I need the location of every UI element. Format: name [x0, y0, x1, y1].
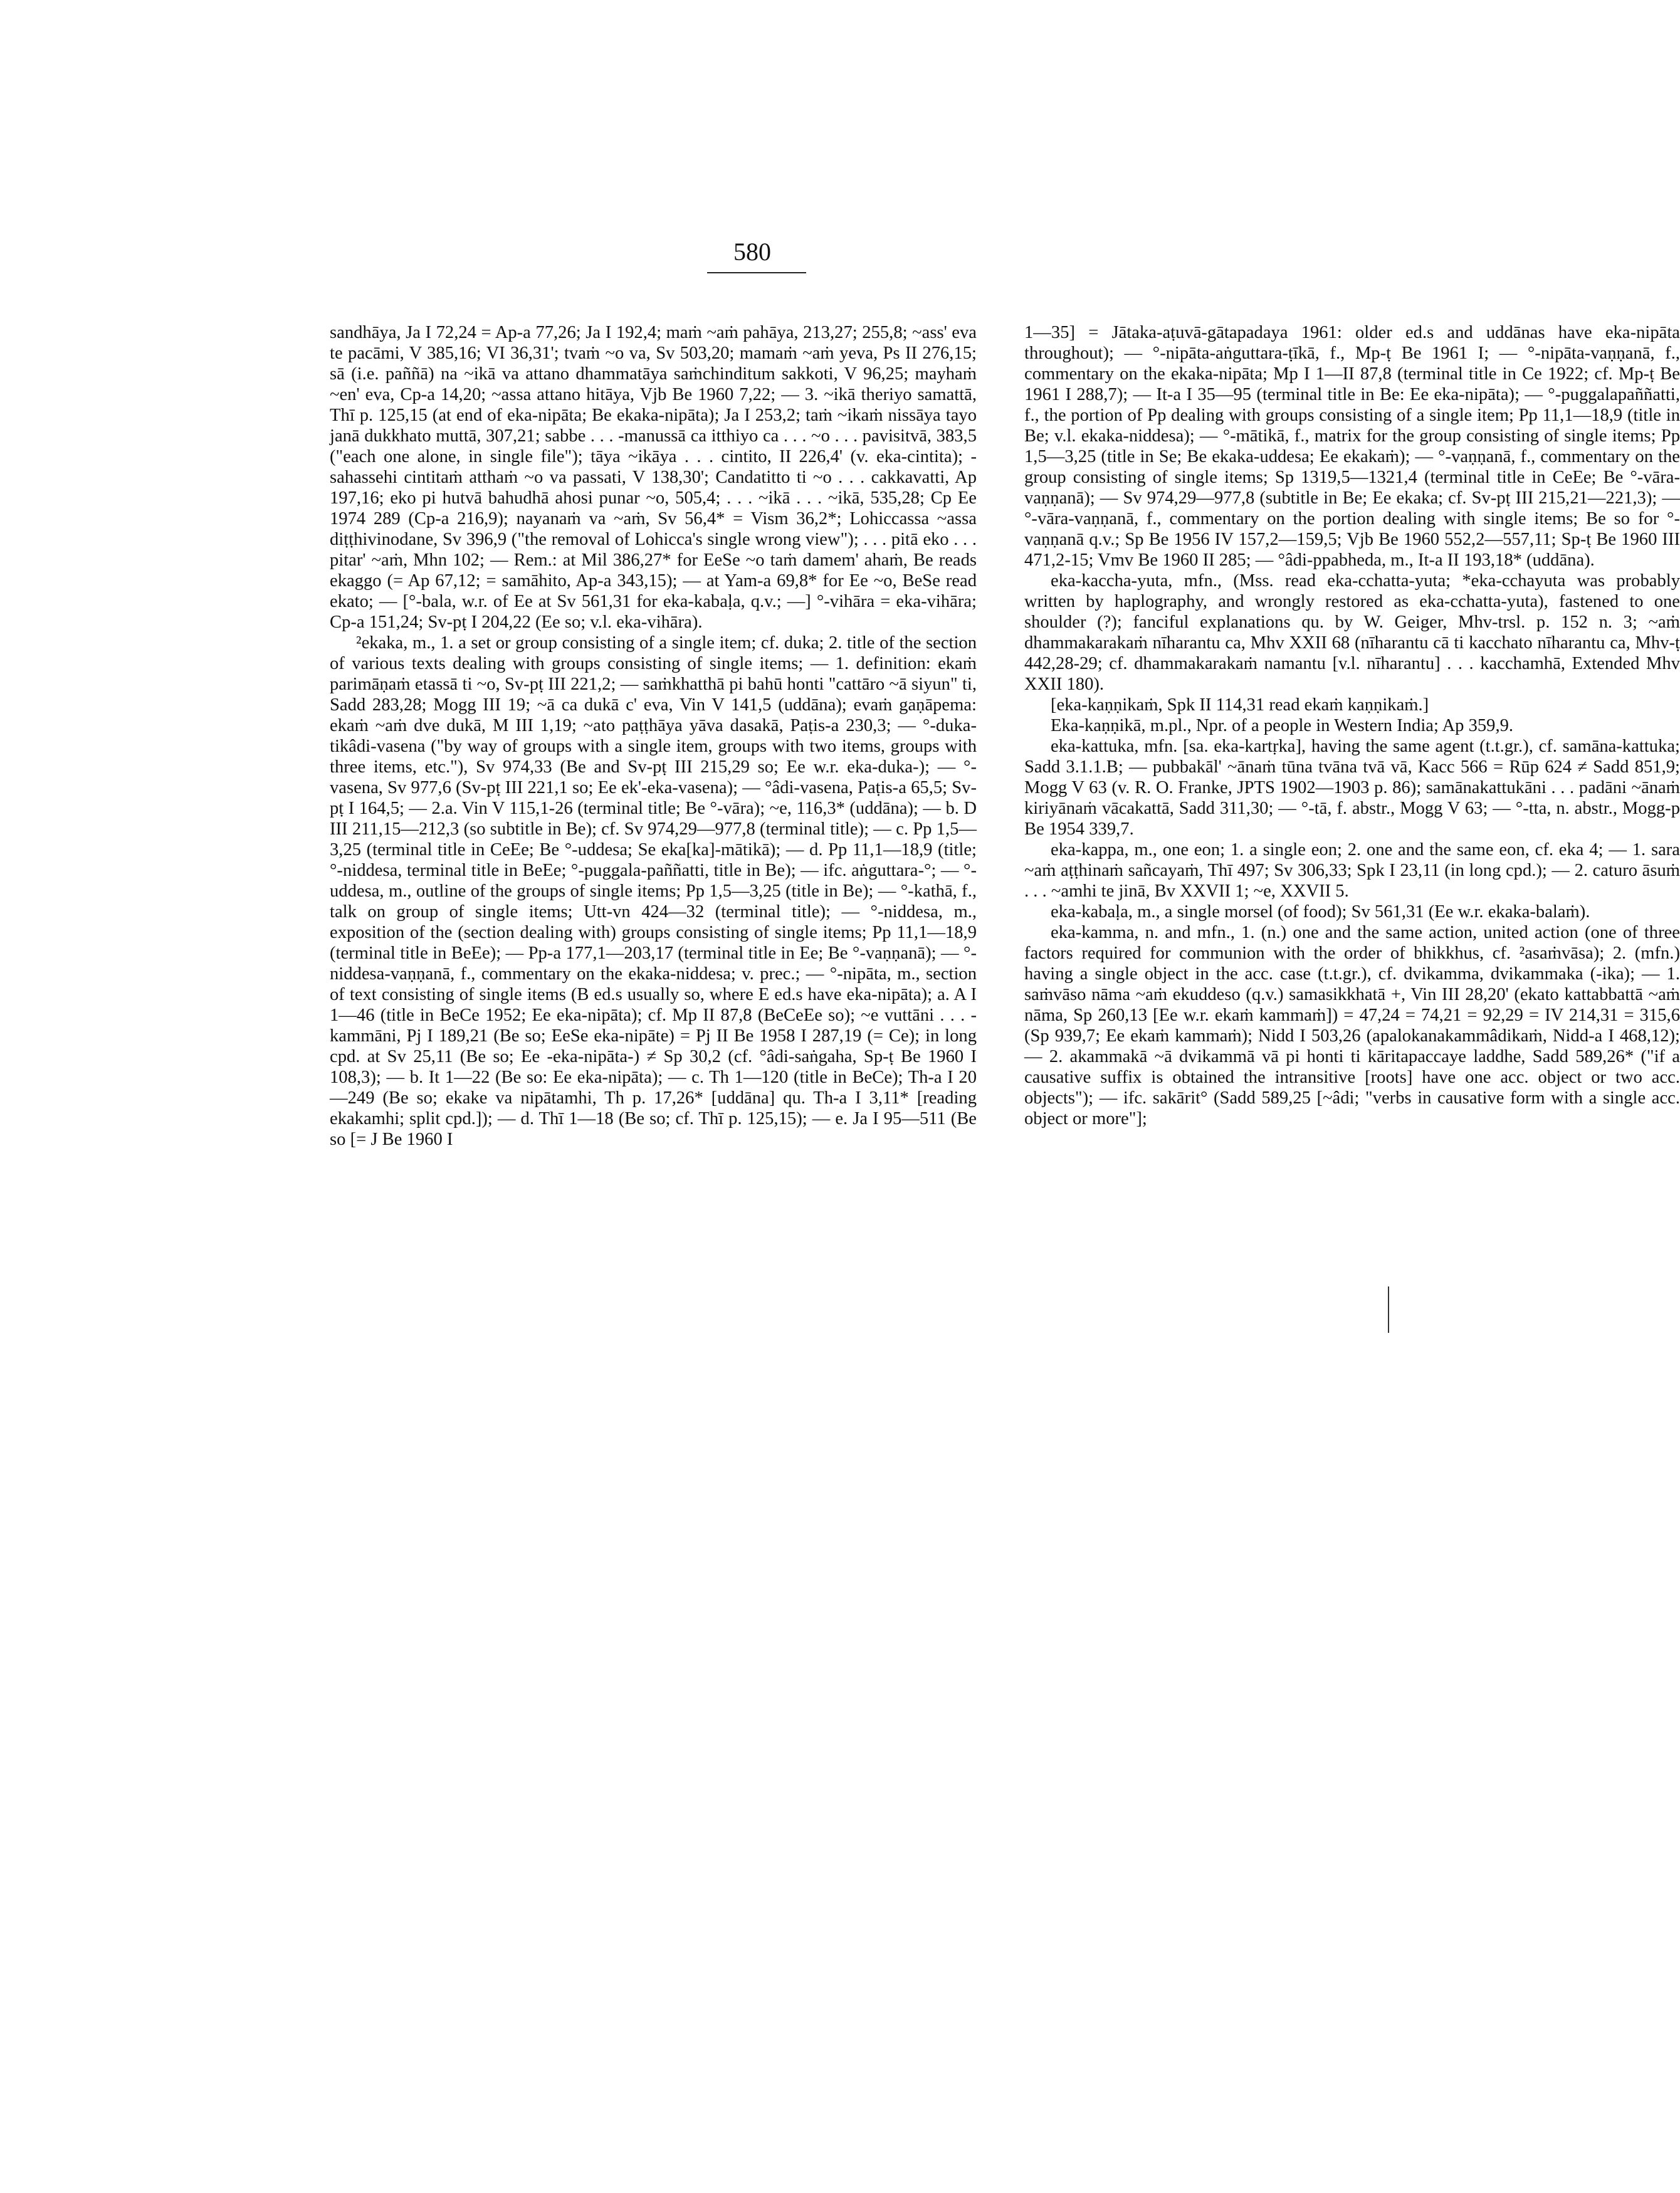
left-paragraph-1: sandhāya, Ja I 72,24 = Ap-a 77,26; Ja I 192,4; maṁ ~aṁ pahāya, 213,27; 255,8; ~ass' eva te pacāmi, V 385,16; VI 36,31'; tvaṁ ~o va, Sv 503,20; mamaṁ ~aṁ yeva, Ps II 276,15; sā (i.e. paññā) na ~ikā va attano dhammatāya saṁchinditum sakkoti, V 96,25; mayhaṁ ~en' eva, Cp-a 14,20; ~assa attano hitāya, Vjb Be 1960 7,22; — 3. ~ikā theriyo samattā, Thī p. 125,15 (at end of eka-nipāta; Be ekaka-nipāta); Ja I 253,2; taṁ ~ikaṁ nissāya tayo janā dukkhato muttā, 307,21; sabbe . . . -manussā ca itthiyo ca . . . ~o . . . pavisitvā, 383,5 ("each one alone, in single file"); tāya ~ikāya . . . cintito, II 226,4' (v. eka-cintita); -sahassehi cintitaṁ atthaṁ ~o va passati, V 138,30'; Candatitto ti ~o . . . cakkavatti, Ap 197,16; eko pi hutvā bahudhā ahosi punar ~o, 505,4; . . . ~ikā . . . ~ikā, 535,28; Cp Ee 1974 289 (Cp-a 216,9); nayanaṁ va ~aṁ, Sv 56,4* = Vism 36,2*; Lohiccassa ~assa diṭṭhivinodane, Sv 396,9 ("the removal of Lohicca's single wrong view"); . . . pitā eko . . . pitar' ~aṁ, Mhn 102; — Rem.: at Mil 386,27* for EeSe ~o taṁ damem' ahaṁ, Be reads ekaggo (= Ap 67,12; = samāhito, Ap-a 343,15); — at Yam-a 69,8* for Ee ~o, BeSe read ekato; — [°-bala, w.r. of Ee at Sv 561,31 for eka-kabaḷa, q.v.; —] °-vihāra = eka-vihāra; Cp-a 151,24; Sv-pṭ I 204,22 (Ee so; v.l. eka-vihāra).: [330, 323, 977, 632]
left-entry-ekaka-2: ²ekaka, m., 1. a set or group consisting of a single item; cf. duka; 2. title of the section of various texts dealing with groups consisting of single items; — 1. definition: ekaṁ parimāṇaṁ etassā ti ~o, Sv-pṭ III 221,2; — saṁkhatthā pi bahū honti "cattāro ~ā siyun" ti, Sadd 283,28; Mogg III 19; ~ā ca dukā c' eva, Vin V 141,5 (uddāna); evaṁ gaṇāpema: ekaṁ ~aṁ dve dukā, M III 1,19; ~ato paṭṭhāya yāva dasakā, Paṭis-a 230,3; — °-duka-tikâdi-vasena ("by way of groups with a single item, groups with two items, groups with three items, etc."), Sv 974,33 (Be and Sv-pṭ III 215,29 so; Ee w.r. eka-duka-); — °-vasena, Sv 977,6 (Sv-pṭ III 221,1 so; Ee ek'-eka-vasena); — °âdi-vasena, Paṭis-a 65,5; Sv-pṭ I 164,5; — 2.a. Vin V 115,1-26 (terminal title; Be °-vāra); ~e, 116,3* (uddāna); — b. D III 211,15—212,3 (so subtitle in Be); cf. Sv 974,29—977,8 (terminal title); — c. Pp 1,5—3,25 (terminal title in CeEe; Be °-uddesa; Se eka[ka]-mātikā); — d. Pp 11,1—18,9 (title; °-niddesa, terminal title in BeEe; °-puggala-paññatti, title in Be); — ifc. aṅguttara-°; — °-uddesa, m., outline of the groups of single items; Pp 1,5—3,25 (title in Be); — °-kathā, f., talk on group of single items; Utt-vn 424—32 (terminal title); — °-niddesa, m., exposition of the (section dealing with) groups consisting of single items; Pp 11,1—18,9 (terminal title in BeEe); — Pp-a 177,1—203,17 (terminal title in Ee; Be °-vaṇṇanā); — °-niddesa-vaṇṇanā, f., commentary on the ekaka-niddesa; v. prec.; — °-nipāta, m., section of text consisting of single items (B ed.s usually so, where E ed.s have eka-nipāta); a. A I 1—46 (title in BeCe 1952; Ee eka-nipāta); cf. Mp II 87,8 (BeCeEe so); ~e vuttāni . . . -kammāni, Pj I 189,21 (Be so; EeSe eka-nipāte) = Pj II Be 1958 I 287,19 (= Ce); in long cpd. at Sv 25,11 (Be so; Ee -eka-nipāta-) ≠ Sp 30,2 (cf. °âdi-saṅgaha, Sp-ṭ Be 1960 I 108,3); — b. It 1—22 (Be so: Ee eka-nipāta); — c. Th 1—120 (title in BeCe); Th-a I 20—249 (Be so; ekake va nipātamhi, Th p. 17,26* [uddāna] qu. Th-a I 3,11* [reading ekakamhi; split cpd.]); — d. Thī 1—18 (Be so; cf. Thī p. 125,15); — e. Ja I 95—511 (Be so [= J Be 1960 I: [330, 633, 977, 1149]
right-entry-eka-kamma: eka-kamma, n. and mfn., 1. (n.) one and the same action, united action (one of three factors required for communion with the order of bhikkhus, cf. ²asaṁvāsa); 2. (mfn.) having a single object in the acc. case (t.t.gr.), cf. dvikamma, dvikammaka (-ika); — 1. saṁvāso nāma ~aṁ ekuddeso (q.v.) samasikkhatā +, Vin III 28,20' (ekato kattabbattā ~aṁ nāma, Sp 260,13 [Ee w.r. ekaṁ kammaṁ]) = 47,24 = 74,21 = 92,29 = IV 214,31 = 315,6 (Sp 939,7; Ee ekaṁ kammaṁ); Nidd I 503,26 (apalokanakammâdikaṁ, Nidd-a I 468,12); — 2. akammakā ~ā dvikammā vā pi honti ti kāritapaccaye laddhe, Sadd 589,26* ("if a causative suffix is obtained the intransitive [roots] have one acc. object or two acc. objects"); — ifc. sakārit° (Sadd 589,25 [~âdi; "verbs in causative form with a single acc. object or more"];: [1024, 923, 1680, 1128]
page-number: 580: [733, 238, 771, 266]
right-entry-eka-kaccha-yuta: eka-kaccha-yuta, mfn., (Mss. read eka-cchatta-yuta; *eka-cchayuta was probably written by haplography, and wrongly restored as eka-cchatta-yuta), fastened to one shoulder (?); fanciful explanations qu. by W. Geiger, Mhv-trsl. p. 152 n. 3; ~aṁ dhammakarakaṁ nīharantu ca, Mhv XXII 68 (nīharantu cā ti kacchato nīharantu ca, Mhv-ṭ 442,28-29; cf. dhammakarakaṁ namantu [v.l. nīharantu] . . . kacchamhā, Extended Mhv XXII 180).: [1024, 571, 1680, 694]
right-entry-eka-kattuka: eka-kattuka, mfn. [sa. eka-kartṛka], having the same agent (t.t.gr.), cf. samāna-kattuka; Sadd 3.1.1.B; — pubbakāl' ~ānaṁ tūna tvāna tvā vā, Kacc 566 = Rūp 624 ≠ Sadd 851,9; Mogg V 63 (v. R. O. Franke, JPTS 1902—1903 p. 86); samānakattukāni . . . padāni ~ānaṁ kiriyānaṁ vācakattā, Sadd 311,30; — °-tā, f. abstr., Mogg V 63; — °-tta, n. abstr., Mogg-p Be 1954 339,7.: [1024, 737, 1680, 839]
right-entry-eka-kannikam: [eka-kaṇṇikaṁ, Spk II 114,31 read ekaṁ kaṇṇikaṁ.]: [1051, 695, 1429, 715]
right-column: [1024, 322, 1680, 2140]
left-column: [330, 322, 977, 2140]
page-number-rule: [707, 272, 806, 273]
right-entry-eka-kannika: Eka-kaṇṇikā, m.pl., Npr. of a people in Western India; Ap 359,9.: [1051, 716, 1514, 735]
right-entry-eka-kappa: eka-kappa, m., one eon; 1. a single eon; 2. one and the same eon, cf. eka 4; — 1. sara ~aṁ aṭṭhinaṁ sañcayaṁ, Thī 497; Sv 306,33; Spk I 23,11 (in long cpd.); — 2. caturo āsuṁ . . . ~amhi te jinā, Bv XXVII 1; ~e, XXVII 5.: [1024, 840, 1680, 901]
right-paragraph-continuation: 1—35] = Jātaka-aṭuvā-gātapadaya 1961: older ed.s and uddānas have eka-nipāta throughout); — °-nipāta-aṅguttara-ṭīkā, f., Mp-ṭ Be 1961 I; — °-nipāta-vaṇṇanā, f., commentary on the ekaka-nipāta; Mp I 1—II 87,8 (terminal title in Ce 1922; cf. Mp-ṭ Be 1961 I 288,7); — It-a I 35—95 (terminal title in Be: Ee eka-nipāta); — °-puggalapaññatti, f., the portion of Pp dealing with groups consisting of a single item; Pp 11,1—18,9 (title in Be; v.l. ekaka-niddesa); — °-mātikā, f., matrix for the group consisting of single items; Pp 1,5—3,25 (title in Se; Be ekaka-uddesa; Ee ekakaṁ); — °-vaṇṇanā, f., commentary on the group consisting of single items; Sp 1319,5—1321,4 (terminal title in CeEe; Be °-vāra-vaṇṇanā); — Sv 974,29—977,8 (subtitle in Be; Ee ekaka; cf. Sv-pṭ III 215,21—221,3); — °-vāra-vaṇṇanā, f., commentary on the portion dealing with single items; Be so for °-vaṇṇanā q.v.; Sp Be 1956 IV 157,2—159,5; Vjb Be 1960 552,2—557,11; Sp-ṭ Be 1960 III 471,2-15; Vmv Be 1960 II 285; — °âdi-ppabheda, m., It-a II 193,18* (uddāna).: [1024, 323, 1680, 570]
margin-mark: [1388, 1286, 1389, 1333]
right-entry-eka-kabala: eka-kabaḷa, m., a single morsel (of food); Sv 561,31 (Ee w.r. ekaka-balaṁ).: [1051, 902, 1590, 922]
